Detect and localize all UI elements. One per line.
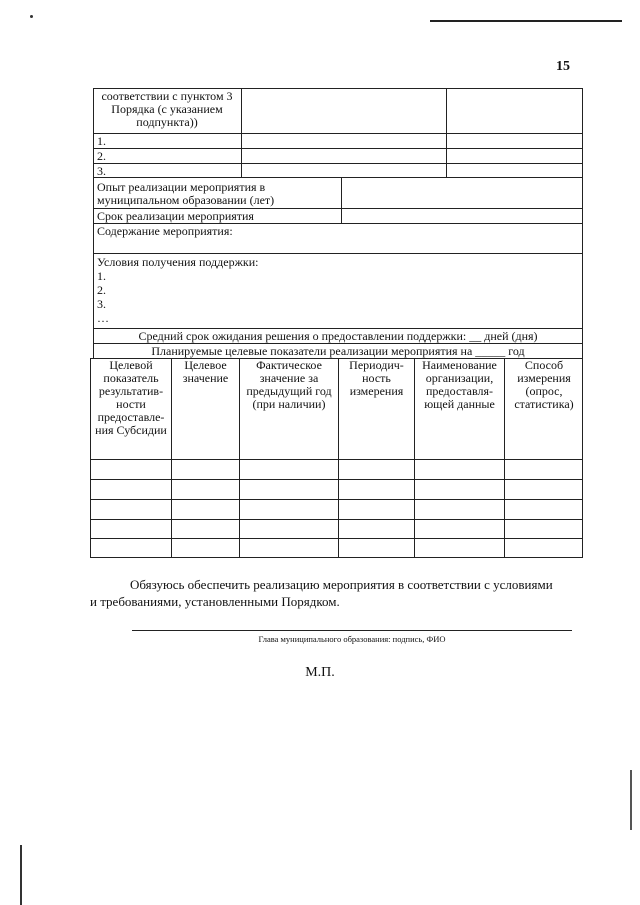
commitment-text: Обязуюсь обеспечить реализацию мероприятия в соответствии с условиями и требованиями, установленными Порядком. [90,577,553,609]
indicators-header: Целевое значение [182,358,229,385]
condition-item: 3. [97,297,106,311]
top-table-cell: соответствии с пунктом 3 Порядка (с указанием подпункта)) [101,89,233,129]
page-number: 15 [556,59,570,74]
indicators-header: Наименование организации, предоставля-ющей данные [422,358,497,411]
indicators-header: Целевой показатель результатив-ности предоставле-ния Субсидии [95,358,167,437]
signature-caption: Глава муниципального образования: подпись, ФИО [258,634,446,644]
condition-item: 2. [97,283,106,297]
scan-mark [20,845,22,905]
stamp-place: М.П. [305,665,335,680]
indicators-header: Периодич-ность измерения [349,358,404,398]
condition-item: 1. [97,269,106,283]
scan-mark [630,770,632,830]
top-table-cell: 3. [97,164,106,178]
top-table-cell: 2. [97,149,106,163]
experience-label: Опыт реализации мероприятия в муниципальном образовании (лет) [97,180,275,207]
indicators-header: Способ измерения (опрос, статистика) [514,358,574,411]
planned-title: Планируемые целевые показатели реализации мероприятия на _____ год [151,344,525,358]
indicators-header: Фактическое значение за предыдущий год (при наличии) [246,358,332,411]
header-rule [430,20,622,22]
scan-mark [30,15,33,18]
condition-item: … [97,311,109,325]
content-label: Содержание мероприятия: [97,224,233,238]
average-wait-text: Средний срок ожидания решения о предоставлении поддержки: __ дней (дня) [138,329,538,343]
conditions-label: Условия получения поддержки: [97,255,259,269]
signature-line [132,630,572,631]
top-table-cell: 1. [97,134,106,148]
term-label: Срок реализации мероприятия [97,209,254,223]
